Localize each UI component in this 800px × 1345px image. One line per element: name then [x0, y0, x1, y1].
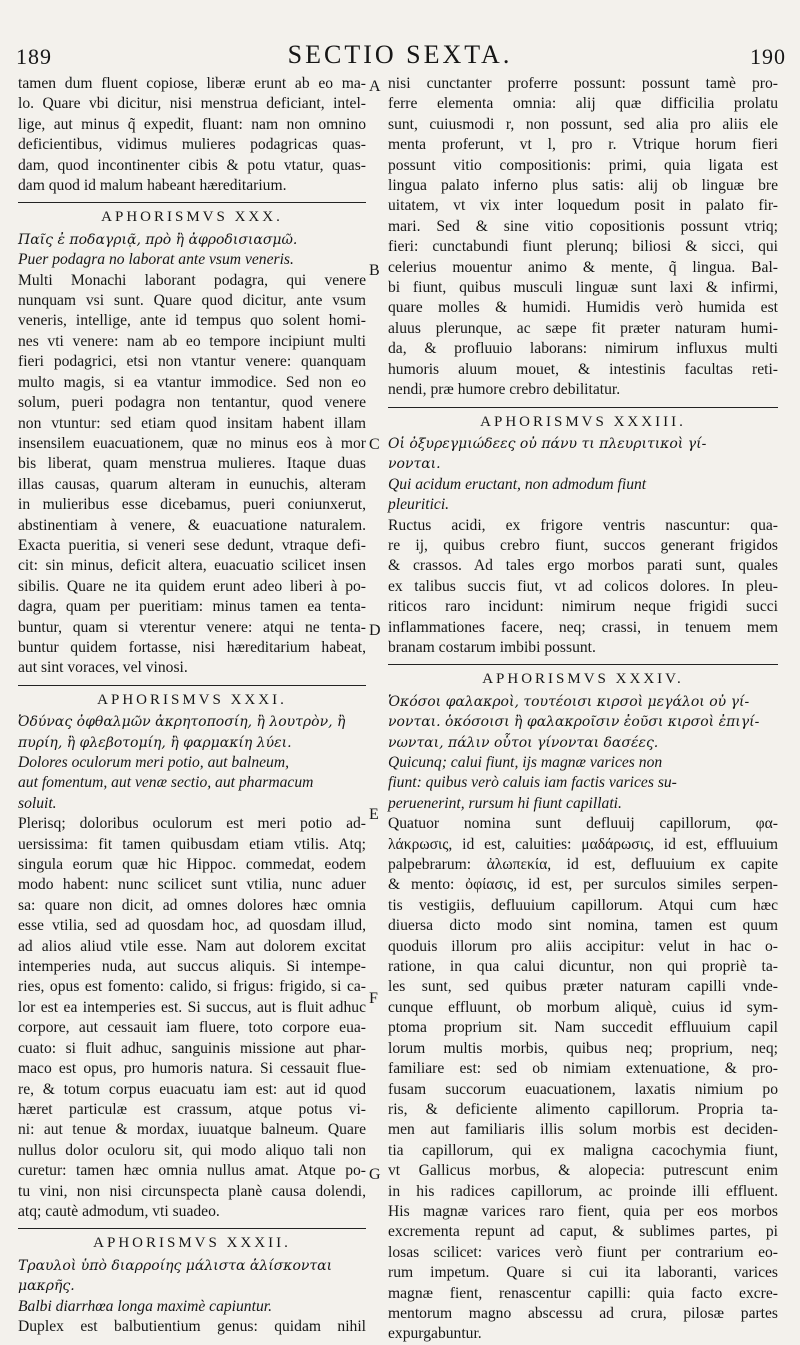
- text-line: dam quod id malum habeant hæreditarium.: [18, 177, 287, 195]
- text-line: losas scilicet: varices verò fiunt per contrarium eo-: [388, 1243, 778, 1261]
- text-line: multo magis, si ea vtantur immodice. Sed non eo: [18, 373, 366, 391]
- text-line: excrementa repunt ad caput, & sublimes partes, pi: [388, 1223, 778, 1241]
- text-line: aluus plerunque, ac sæpe fit præter naturam humi-: [388, 319, 778, 337]
- margin-letter-g: G: [369, 1166, 381, 1183]
- text-line: Plerisq; doloribus oculorum est meri potio ad-: [18, 815, 366, 833]
- running-title: SECTIO SEXTA.: [287, 40, 513, 69]
- text-line: da, & profluuio laborans: nimirum influxus multi: [388, 340, 778, 358]
- text-line: branam costarum imbibi possunt.: [388, 638, 596, 656]
- text-line: tamen dum fluent copiose, liberæ erunt ab eo ma-: [18, 75, 366, 92]
- text-line: abstinentiam à venere, & euacuatione naturalem.: [18, 516, 366, 534]
- text-line: atq; cautè admodum, vti suadeo.: [18, 1202, 220, 1220]
- text-line: maco est opus, pro humoris natura. Si cessauit flue-: [18, 1060, 366, 1078]
- text-line: ferre elementa omnia: alij quæ difficilia prolatu: [388, 95, 778, 113]
- text-line: possunt vitio compositionis: primi, quia ligata est: [388, 156, 778, 174]
- text-line: ptoma proprium sit. Nam succedit effluuium capil: [388, 1019, 778, 1037]
- text-line: fusam succorum euacuationem, laxatis nimium po: [388, 1080, 778, 1098]
- text-line: rum impetum. Quare si cui ita laboranti, varices: [388, 1264, 778, 1282]
- text-line: lorum multis morbis, quibus neq; proprium, neq;: [388, 1039, 778, 1057]
- aphorism-30-commentary: [18, 271, 366, 679]
- text-line: ratione, in qua calui dicuntur, non qui propriè ta-: [388, 958, 778, 976]
- text-line: & crassos. Ad tales ergo morbos parati sunt, quales: [388, 557, 778, 575]
- text-line: fieri: cunctabundi fiunt plerunq; biliosi & sicci, qui: [388, 238, 778, 256]
- text-line: magnæ fient, renascentur capilli: quia facto excre-: [388, 1284, 778, 1302]
- margin-letter-a: A: [369, 78, 381, 95]
- aphorism-31-commentary: [18, 814, 366, 1222]
- left-intro: [18, 74, 366, 196]
- margin-letter-c: C: [369, 436, 380, 453]
- text-line: ex talibus succis fiut, vt ad colicos dolores. In pleu-: [388, 577, 778, 595]
- text-line: lor est ea intemperies est. Si succus, aut is fluit adhuc: [18, 998, 366, 1016]
- greek-text: μακρῆς.: [18, 1278, 75, 1295]
- text-line: curetur: tamen hæc omnia nullus amat. Atque po-: [18, 1162, 366, 1180]
- text-line: cit: sin minus, deficit altera, euacuatio scilicet insen: [18, 557, 366, 575]
- latin-aphorism: peruenerint, rursum hi fiunt capillati.: [388, 794, 622, 812]
- text-line: solum, pueri podagra non tentantur, quod venere: [18, 394, 366, 412]
- text-line: in mulieribus esse dicebamus, pueri coniunxerut,: [18, 496, 366, 514]
- text-line: tia capillorum, qui ex maligna cacochymia fiunt,: [388, 1141, 778, 1159]
- text-line: lingua palato inferno plus satis: alij ob linguæ bre: [388, 177, 778, 195]
- text-line: in his radices capillorum, ac proinde illi effluent.: [388, 1182, 778, 1200]
- latin-aphorism: Quicunq; calui fiunt, ijs magnæ varices non: [388, 754, 663, 771]
- text-line: re ij, quibus crebro fiunt, succos generant frigidos: [388, 536, 778, 554]
- latin-aphorism: fiunt: quibus verò caluis iam factis varices su-: [388, 774, 677, 792]
- margin-letter-e: E: [369, 806, 379, 823]
- greek-text: νονται.: [388, 456, 441, 473]
- text-line: hæret particulæ est crassum, atque potus vi-: [18, 1100, 366, 1118]
- text-line: corpore, aut cessauit iam fluere, toto corpore eua-: [18, 1019, 366, 1037]
- text-line: deficientibus, vidimus mulieres podagricas quas-: [18, 136, 366, 154]
- margin-letter-b: B: [369, 262, 380, 279]
- section-divider: [18, 202, 366, 203]
- text-line: non vtuntur: sed etiam quod insitam habent illam: [18, 414, 366, 432]
- greek-text: Παῖς ἐ ποδαγριᾷ, πρὸ ἢ ἀφροδισιασμῶ.: [18, 231, 298, 248]
- text-line: expurgabuntur.: [388, 1325, 482, 1343]
- text-line: aut sint voraces, vel vinosi.: [18, 659, 188, 677]
- text-line: esse vtilia, sed ad quosdam hoc, ad quosdam illud,: [18, 917, 366, 935]
- text-line: bi fiunt, quibus musculi linguæ sunt laxi & infirmi,: [388, 279, 778, 297]
- text-line: bis liberat, quam menstrua mulieres. Itaque duas: [18, 455, 366, 473]
- text-line: nullus dolor oculoru sit, qui modo aliquo tali non: [18, 1141, 366, 1159]
- text-line: intemperies nuda, aut succus aliquis. Si intempe-: [18, 958, 366, 976]
- greek-text: Ὀδύνας ὀφθαλμῶν ἀκρητοποσίη, ἢ λουτρὸν, ἢ: [18, 714, 346, 731]
- aphorism-34-commentary: [388, 814, 778, 1345]
- latin-aphorism: aut fomentum, aut venæ sectio, aut pharmacum: [18, 774, 314, 792]
- left-column: [18, 74, 366, 1337]
- text-line: vt Gallicus morbus, & alopecia: putrescunt enim: [388, 1162, 778, 1180]
- latin-aphorism: soluit.: [18, 794, 57, 812]
- section-divider: [388, 664, 778, 665]
- aphorism-34-heading: APHORISMVS XXXIV.: [482, 671, 684, 688]
- text-line: nes vti venere: nam ab eo tempore incipiunt multi: [18, 332, 366, 350]
- right-intro: [388, 74, 778, 401]
- text-line: Duplex est balbutientium genus: quidam nihil: [18, 1317, 366, 1335]
- text-line: mentorum magno abscessu ad crura, pilosæ partes: [388, 1304, 778, 1322]
- text-line: fieri podagrici, etsi non vtantur venere: quanquam: [18, 353, 366, 371]
- text-line: sa: quare non dicit, ad omnes dolores hæc omnia: [18, 896, 366, 914]
- text-line: λάκρωσις, id est, caluities: μαδάρωσις, id est, effluuium: [388, 835, 778, 853]
- section-divider: [18, 685, 366, 686]
- aphorism-31-heading: APHORISMVS XXXI.: [97, 691, 287, 708]
- text-line: buntur, quam si vterentur venere: atqui ne tenta-: [18, 618, 366, 636]
- text-line: singula eorum quæ hic Hippoc. commedat, eodem: [18, 856, 366, 874]
- text-line: ris, & deficiente alimento capillorum. Propria ta-: [388, 1100, 778, 1118]
- text-line: sibilis. Quare ne ita quidem erunt adeo liberi à po-: [18, 577, 366, 595]
- aphorism-30-heading: APHORISMVS XXX.: [101, 209, 283, 226]
- latin-aphorism: Balbi diarrhœa longa maximè capiuntur.: [18, 1297, 272, 1315]
- text-line: Multi Monachi laborant podagra, qui venere: [18, 271, 366, 289]
- margin-letter-f: F: [369, 990, 378, 1007]
- greek-text: Οἱ ὀξυρεγμιώδεες οὐ πάνυ τι πλευριτικοὶ γί-: [388, 435, 707, 452]
- latin-aphorism: Dolores oculorum meri potio, aut balneum,: [18, 754, 289, 771]
- text-line: insensilem euacuationem, quæ no minus eos à mor: [18, 434, 366, 452]
- text-line: inflammationes facere, neq; crassi, in tenuem mem: [388, 618, 778, 636]
- text-line: veneris, intellige, ante id tempus quo solent homi-: [18, 312, 366, 330]
- text-line: ries, opus est fomento: calido, si frigus: frigido, si ca-: [18, 978, 366, 996]
- text-line: les sunt, sed quibus præter naturam capilli vnde-: [388, 978, 778, 996]
- text-line: Ructus acidi, ex frigore ventris nascuntur: qua-: [388, 516, 778, 534]
- text-line: His magnæ varices raro fient, quia per eos morbos: [388, 1202, 778, 1220]
- margin-letter-d: D: [369, 622, 381, 639]
- section-divider: [18, 1228, 366, 1229]
- text-line: illas causas, quarum alteram in eunuchis, alteram: [18, 475, 366, 493]
- text-line: modo habent: nunc scilicet sunt vtilia, nunc aduer: [18, 876, 366, 894]
- left-page-number: 189: [16, 44, 52, 69]
- text-line: uitatem, vt vix inter loquedum posit in palato fir-: [388, 197, 778, 215]
- text-line: Quatuor nomina sunt defluuij capillorum, φα-: [388, 815, 778, 833]
- text-line: riticos raro incidunt: nimirum neque frigidi succi: [388, 598, 778, 616]
- text-line: dam, quod incontinenter cibis & potu vtatur, quas-: [18, 156, 366, 174]
- aphorism-32-heading: APHORISMVS XXXII.: [93, 1235, 291, 1252]
- greek-text: νωνται, πάλιν οὗτοι γίνονται δασέες.: [388, 734, 659, 751]
- text-line: familiare est: sed ob nimiam extenuatione, & pro-: [388, 1060, 778, 1078]
- text-line: lo. Quare vbi dicitur, nisi menstrua deficiant, intel-: [18, 95, 366, 113]
- text-line: buntur quidem fortasse, nisi hæreditarium habeat,: [18, 638, 366, 656]
- latin-aphorism: Qui acidum eructant, non admodum fiunt: [388, 475, 647, 493]
- text-line: mari. Sed & sine vitio copositionis possunt vtriq;: [388, 217, 778, 235]
- text-line: nisi cunctanter proferre possunt: possunt tamè pro-: [388, 75, 778, 92]
- text-line: & mento: ὀφίασις, id est, per surculos similes serpen-: [388, 876, 778, 894]
- latin-aphorism: Puer podagra no laborat ante vsum veneris.: [18, 251, 294, 269]
- greek-text: πυρίη, ἢ φλεβοτομίη, ἢ φαρμακίη λύει.: [18, 734, 292, 751]
- text-line: uersissima: fit tamen quibusdam etiam vtilis. Atq;: [18, 835, 366, 853]
- text-line: men aut familiaris illis solum morbis est deciden-: [388, 1121, 778, 1139]
- text-line: cuato: si fluit adhuc, sanguinis missione aut phar-: [18, 1039, 366, 1057]
- right-column: [388, 74, 778, 1345]
- text-line: palpebrarum: ἀλωπεκία, id est, defluuium ex capite: [388, 856, 778, 874]
- text-line: Exacta pueritia, si veneri sese dedunt, vtraque defi-: [18, 536, 366, 554]
- text-line: cunque effluunt, ob morbum aliquè, cuius id sym-: [388, 998, 778, 1016]
- text-line: re, & totum corpus euacuatu iam est: aut id quod: [18, 1080, 366, 1098]
- section-divider: [388, 407, 778, 408]
- text-line: celerius mouentur animo & mente, q̃ lingua. Bal-: [388, 258, 778, 276]
- text-line: humoris aluum mouet, & intestinis facultas reti-: [388, 360, 778, 378]
- text-line: diuersa dicto modo sint nomina, tamen est quum: [388, 917, 778, 935]
- greek-text: Ὁκόσοι φαλακροὶ, τουτέοισι κιρσοὶ μεγάλοι οὐ γί-: [388, 693, 750, 710]
- text-line: menta proferunt, vt l, pro r. Vtrique horum fieri: [388, 136, 778, 154]
- text-line: nendi, præ humore crebro debilitatur.: [388, 381, 621, 399]
- right-page-number: 190: [750, 44, 786, 69]
- aphorism-33-heading: APHORISMVS XXXIII.: [480, 413, 686, 430]
- text-line: ad alios aliud vtile esse. Nam aut dolorem excitat: [18, 937, 366, 955]
- greek-text: Τραυλοὶ ὑπὸ διαρροίης μάλιστα ἁλίσκονται: [18, 1257, 333, 1274]
- text-line: tu vini, non nisi circunspecta planè causa dolendi,: [18, 1182, 366, 1200]
- text-line: nunquam vsi sunt. Quare quod dicitur, ante vsum: [18, 292, 366, 310]
- greek-text: νονται. ὁκόσοισι ἢ φαλακροῖσιν ἐοῦσι κιρσοὶ ἐπιγί-: [388, 714, 760, 731]
- text-line: sunt, cuiusmodi r, non possunt, sed alia pro aliis ele: [388, 115, 778, 133]
- text-line: dagra, quam per pueritiam: minus tamen ea tenta-: [18, 598, 366, 616]
- text-line: quoduis illorum pro aliis accipitur: velut in hac o-: [388, 937, 778, 955]
- text-line: quare molles & humidi. Humidis verò humida est: [388, 299, 778, 317]
- text-line: ni: aut tenue & mordax, iuuatque balneum. Quare: [18, 1121, 366, 1139]
- text-line: tis vestigiis, defluuium capillorum. Atqui cum hæc: [388, 896, 778, 914]
- latin-aphorism: pleuritici.: [388, 496, 450, 514]
- text-line: lige, aut minus q̃ expedit, fluant: nam non omnino: [18, 115, 366, 133]
- aphorism-33-commentary: [388, 516, 778, 659]
